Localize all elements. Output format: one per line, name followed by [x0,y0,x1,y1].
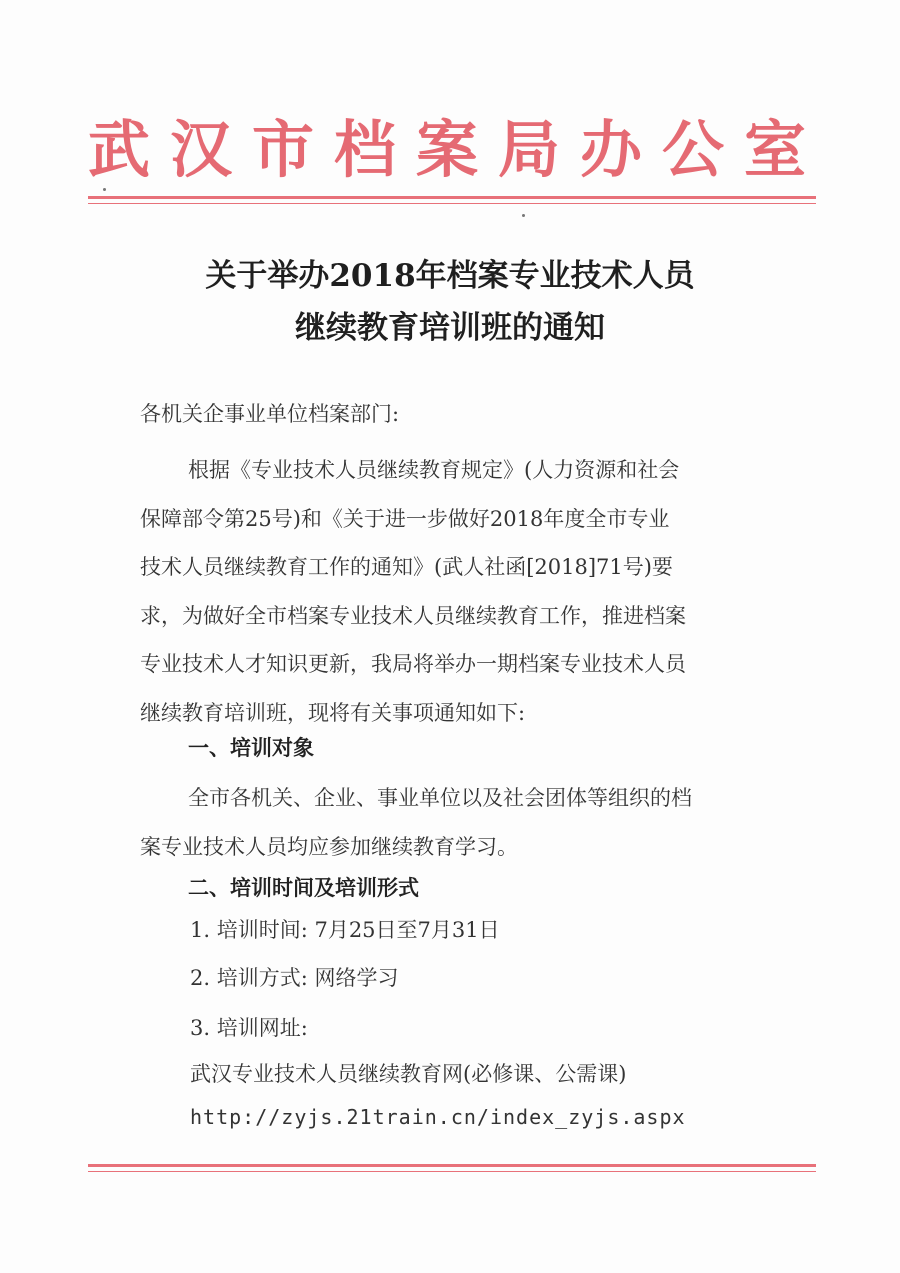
footer-rule-thin [88,1171,816,1172]
paragraph-line: 技术人员继续教育工作的通知》(武人社函[2018]71号)要 [140,555,673,579]
scan-speck [522,214,525,217]
paragraph-line: 求，为做好全市档案专业技术人员继续教育工作，推进档案 [140,603,686,628]
masthead: 武汉市档案局办公室 [88,113,827,186]
paragraph-line: 保障部令第25号)和《关于进一步做好2018年度全市专业 [140,506,670,531]
masthead-rule-thick [88,196,816,199]
paragraph-line: 根据《专业技术人员继续教育规定》(人力资源和社会 [188,458,680,482]
document-title-line-1: 关于举办2018年档案专业技术人员 [205,258,695,294]
paragraph-line: 专业技术人才知识更新，我局将举办一期档案专业技术人员 [140,652,686,676]
list-item-training-method: 2. 培训方式: 网络学习 [190,966,399,990]
section1-paragraph [140,774,780,871]
document-title-line-2: 继续教育培训班的通知 [295,310,605,346]
site-name: 武汉专业技术人员继续教育网(必修课、公需课) [190,1062,627,1086]
list-item-training-time: 1. 培训时间: 7月25日至7月31日 [190,918,500,942]
training-url[interactable]: http://zyjs.21train.cn/index_zyjs.aspx [190,1105,686,1129]
paragraph-line: 全市各机关、企业、事业单位以及社会团体等组织的档 [188,786,692,810]
paragraph-line: 案专业技术人员均应参加继续教育学习。 [140,834,518,859]
masthead-rule-thin [88,203,816,204]
section-heading-1: 一、培训对象 [188,736,314,760]
footer-rule-thick [88,1164,816,1167]
salutation: 各机关企事业单位档案部门: [140,402,400,426]
scan-speck [103,188,106,191]
paragraph-line: 继续教育培训班，现将有关事项通知如下: [140,700,526,725]
intro-paragraph [140,446,780,737]
list-item-training-url-label: 3. 培训网址: [190,1016,308,1040]
section-heading-2: 二、培训时间及培训形式 [188,876,419,900]
